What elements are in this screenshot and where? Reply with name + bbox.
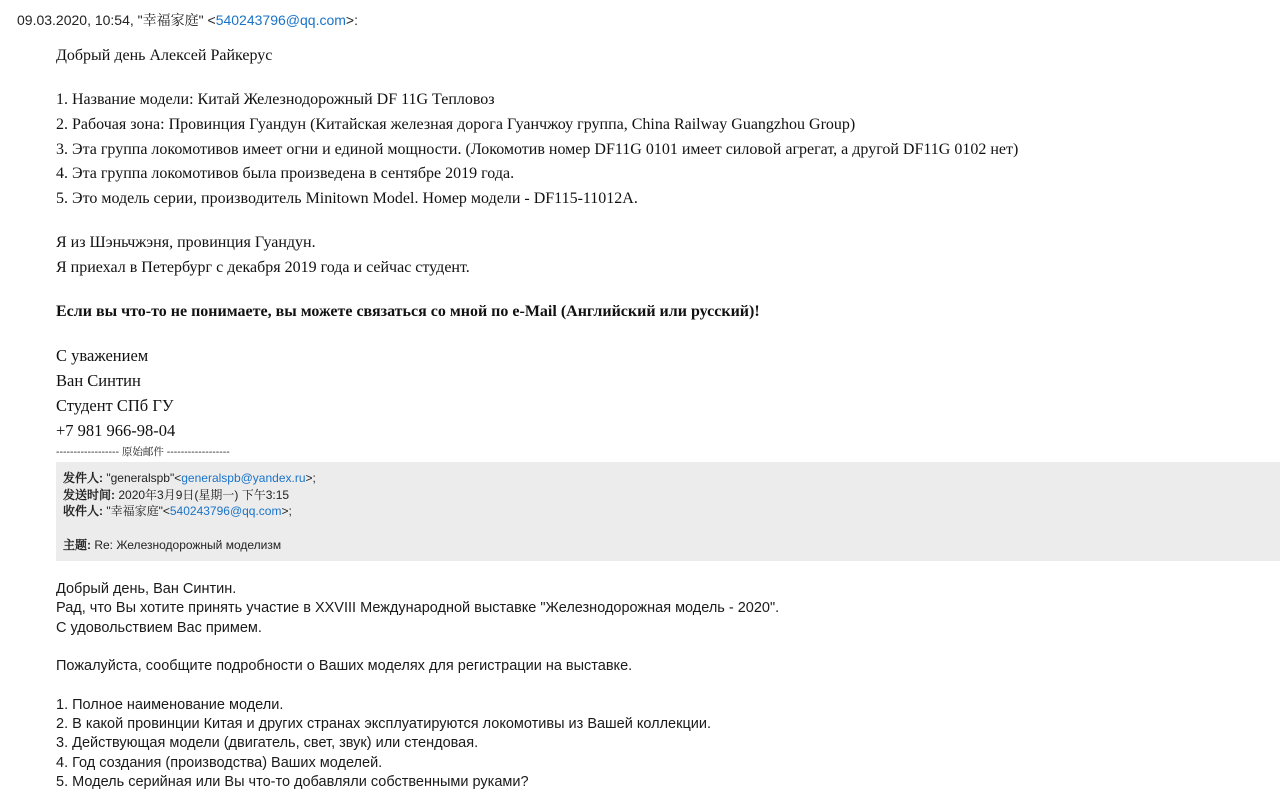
original-intro-line: Добрый день, Ван Синтин.	[56, 581, 237, 597]
to-name: "幸福家庭"<	[106, 504, 170, 518]
reply-about-line: Я из Шэньчжэня, провинция Гуандун.	[56, 234, 316, 252]
subject-label: 主题:	[63, 538, 91, 552]
signature-line: Ван Синтин	[56, 371, 141, 391]
reply-item: 5. Это модель серии, производитель Minitown Model. Номер модели - DF115-11012A.	[56, 190, 638, 208]
original-to-row	[63, 503, 292, 519]
reply-body	[56, 44, 1256, 444]
signature-line: С уважением	[56, 346, 149, 366]
original-message-header	[56, 462, 1280, 561]
message-datetime: 09.03.2020, 10:54,	[17, 12, 134, 28]
reply-about-line: Я приехал в Петербург с декабря 2019 года и сейчас студент.	[56, 258, 470, 276]
sender-name: "幸福家庭"	[137, 12, 204, 28]
sent-value: 2020年3月9日(星期一) 下午3:15	[118, 488, 290, 502]
from-email-link[interactable]: generalspb@yandex.ru	[181, 471, 306, 485]
original-message-body	[56, 580, 1256, 793]
original-question: 1. Полное наименование модели.	[56, 696, 284, 713]
original-intro-line: Рад, что Вы хотите принять участие в XXVIII Международной выставке "Железнодорожная модель - 2020".	[56, 600, 780, 617]
subject-value: Re: Железнодорожный моделизм	[94, 538, 282, 552]
reply-greeting: Добрый день Алексей Райкерус	[56, 47, 273, 64]
signature-line: Студент СПб ГУ	[56, 396, 174, 416]
from-end: >;	[305, 471, 316, 485]
original-question: 4. Год создания (производства) Ваших моделей.	[56, 754, 383, 771]
reply-bold-note: Если вы что-то не понимаете, вы можете связаться со мной по e-Mail (Английский или русский)!	[56, 303, 760, 321]
to-email-link[interactable]: 540243796@qq.com	[169, 504, 282, 518]
close-bracket: >:	[345, 12, 358, 28]
original-request: Пожалуйста, сообщите подробности о Ваших моделях для регистрации на выставке.	[56, 658, 633, 675]
to-end: >;	[281, 504, 292, 518]
original-question: 5. Модель серийная или Вы что-то добавляли собственными руками?	[56, 774, 529, 791]
original-question: 2. В какой провинции Китая и других странах эксплуатируются локомотивы из Вашей коллекции.	[56, 716, 711, 733]
original-question: 3. Действующая модели (двигатель, свет, звук) или стендовая.	[56, 735, 479, 752]
open-bracket: <	[207, 12, 216, 28]
original-intro-line: С удовольствием Вас примем.	[56, 619, 262, 636]
sent-label: 发送时间:	[63, 488, 115, 502]
original-sent-row	[63, 487, 289, 503]
original-message-separator: ------------------ 原始邮件 ------------------	[56, 446, 230, 458]
reply-item: 3. Эта группа локомотивов имеет огни и единой мощности. (Локомотив номер DF11G 0101 имеет силовой агрегат, а другой DF11G 0102 нет)	[56, 140, 1019, 158]
reply-item: 4. Эта группа локомотивов была произведена в сентябре 2019 года.	[56, 165, 515, 183]
from-label: 发件人:	[63, 471, 103, 485]
signature-phone: +7 981 966-98-04	[56, 421, 176, 441]
original-subject-row	[63, 537, 281, 553]
reply-item: 1. Название модели: Китай Железнодорожный DF 11G Тепловоз	[56, 91, 495, 109]
sender-email-link[interactable]: 540243796@qq.com	[215, 12, 346, 28]
message-header	[17, 10, 358, 30]
to-label: 收件人:	[63, 504, 103, 518]
from-name: "generalspb"<	[106, 471, 182, 485]
reply-item: 2. Рабочая зона: Провинция Гуандун (Китайская железная дорога Гуанчжоу группа, China Railway Guangzhou Group)	[56, 115, 856, 133]
original-from-row	[63, 470, 316, 486]
